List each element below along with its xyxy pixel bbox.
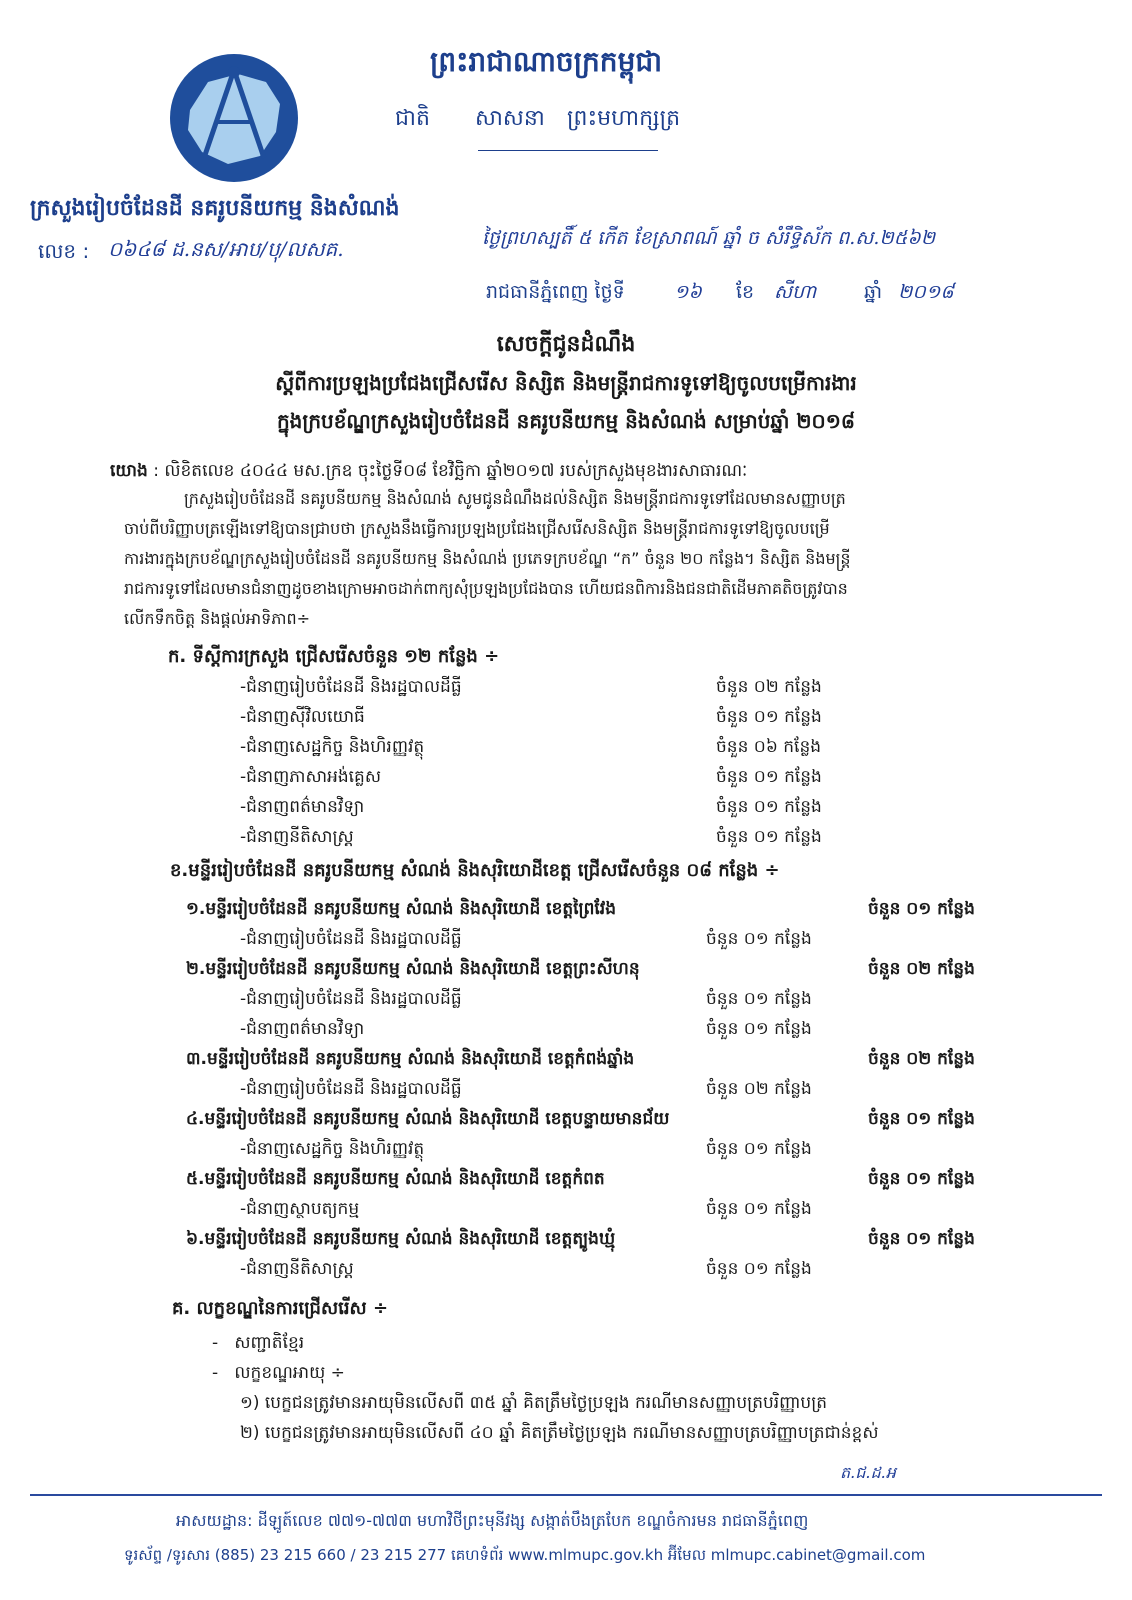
skill-name: -ជំនាញរៀបចំដែនដី និងរដ្ឋបាលដីធ្លី (240, 677, 462, 697)
skill-name: -ជំនាញស៊ីវិលយោធី (240, 707, 365, 727)
bullet-text: លក្ខខណ្ឌអាយុ ÷ (234, 1363, 345, 1383)
lunar-date: ថ្ងៃព្រហស្បតិ៍ ៥ កើត ខែស្រាពណ៍ ឆ្នាំ ច សំរឹទ្ធិស័ក ព.ស.២៥៦២ (482, 227, 936, 249)
skill-name: -ជំនាញរៀបចំដែនដី និងរដ្ឋបាលដីធ្លី (240, 989, 462, 1009)
motto-religion: សាសនា (475, 106, 545, 131)
skill-name: -ជំនាញសេដ្ឋកិច្ច និងហិរញ្ញវត្ថុ (240, 1139, 425, 1159)
list-item (0, 988, 1132, 1018)
department-row (0, 1108, 1132, 1138)
department-count: ចំនួន ០១ កន្លែង (868, 1229, 975, 1249)
body-line: រាជការទូទៅដែលមានជំនាញដូចខាងក្រោមអាចដាក់ពាក្យសុំប្រឡងប្រជែងបាន ហើយជនពិការនិងជនជាតិដើមភាគតិចត្រូវបាន (124, 579, 848, 598)
section-c-heading: គ. លក្ខខណ្ឌនៃការជ្រើសរើស ÷ (172, 1298, 389, 1319)
department-name: ៣.មន្ទីររៀបចំដែនដី នគរូបនីយកម្ម សំណង់ និងសុរិយោដី ខេត្តកំពង់ឆ្នាំង (186, 1049, 635, 1069)
department-row (0, 898, 1132, 928)
skill-name: -ជំនាញនីតិសាស្ត្រ (240, 827, 354, 847)
list-item (0, 676, 1132, 706)
department-row (0, 1228, 1132, 1258)
ministry-logo (168, 52, 300, 184)
skill-name: -ជំនាញរៀបចំដែនដី និងរដ្ឋបាលដីធ្លី (240, 929, 462, 949)
slot-count: ចំនួន ០៦ កន្លែង (716, 737, 822, 757)
slot-count: ចំនួន ០១ កន្លែង (716, 827, 822, 847)
ornament-divider (478, 150, 658, 151)
slot-count: ចំនួន ០១ កន្លែង (716, 707, 822, 727)
skill-name: -ជំនាញនីតិសាស្ត្រ (240, 1259, 354, 1279)
footer-contact: ទូរស័ព្ទ /ទូរសារ (885) 23 215 660 / 23 215 277 គេហទំព័រ www.mlmupc.gov.kh អ៊ីមែល mlmupc.cabinet@gmail.com (124, 1546, 926, 1564)
age-rule: ១) បេក្ខជនត្រូវមានអាយុមិនលើសពី ៣៥ ឆ្នាំ គិតត្រឹមថ្ងៃប្រឡង ករណីមានសញ្ញាបត្របរិញ្ញាបត្រ (240, 1393, 828, 1413)
list-item (0, 1258, 1132, 1288)
date-day: ១៦ (674, 281, 702, 303)
notice-title: សេចក្តីជូនដំណឹង (496, 332, 636, 357)
body-line: ចាប់ពីបរិញ្ញាបត្រឡើងទៅឱ្យបានជ្រាបថា ក្រសួងនឹងធ្វើការប្រឡងប្រជែងជ្រើសរើសនិស្សិត និងមន្ត្រីរាជការទូទៅឱ្យចូលបម្រើ (124, 519, 830, 538)
reference-keyword: យោង (110, 461, 148, 481)
footer-divider (30, 1494, 1102, 1496)
bullet-text: សញ្ជាតិខ្មែរ (234, 1333, 305, 1353)
reference-line (110, 460, 747, 485)
reference-text: : លិខិតលេខ ៤០៤៤ មស.ក្រឧ ចុះថ្ងៃទី០៨ ខែវិច្ឆិកា ឆ្នាំ២០១៧ របស់ក្រសួងមុខងារសាធារណៈ (153, 461, 748, 481)
slot-count: ចំនួន ០១ កន្លែង (706, 1259, 812, 1279)
motto-nation: ជាតិ (395, 106, 430, 131)
slot-count: ចំនួន ០១ កន្លែង (706, 1199, 812, 1219)
year-label: ឆ្នាំ (864, 281, 883, 303)
skill-name: -ជំនាញសេដ្ឋកិច្ច និងហិរញ្ញវត្ថុ (240, 737, 425, 757)
department-row (0, 958, 1132, 988)
slot-count: ចំនួន ០១ កន្លែង (716, 797, 822, 817)
slot-count: ចំនួន ០២ កន្លែង (706, 1079, 812, 1099)
department-name: ២.មន្ទីររៀបចំដែនដី នគរូបនីយកម្ម សំណង់ និងសុរិយោដី ខេត្តព្រះសីហនុ (186, 959, 640, 979)
skill-name: -ជំនាញពត៌មានវិទ្យា (240, 1019, 365, 1039)
slot-count: ចំនួន ០១ កន្លែង (706, 1019, 812, 1039)
department-count: ចំនួន ០២ កន្លែង (868, 959, 975, 979)
list-item (0, 706, 1132, 736)
department-count: ចំនួន ០២ កន្លែង (868, 1049, 975, 1069)
list-item (0, 1138, 1132, 1168)
list-item (0, 1198, 1132, 1228)
reference-label: លេខ : (38, 239, 90, 263)
motto-king: ព្រះមហាក្សត្រ (567, 106, 681, 131)
department-row (0, 1168, 1132, 1198)
department-name: ៦.មន្ទីររៀបចំដែនដី នគរូបនីយកម្ម សំណង់ និងសុរិយោដី ខេត្តត្បូងឃ្មុំ (186, 1229, 616, 1249)
list-item (0, 1078, 1132, 1108)
skill-name: -ជំនាញភាសាអង់គ្លេស (240, 767, 382, 787)
date-month: សីហា (774, 281, 817, 303)
slot-count: ចំនួន ០២ កន្លែង (716, 677, 822, 697)
list-item (0, 736, 1132, 766)
department-count: ចំនួន ០១ កន្លែង (868, 1109, 975, 1129)
department-row (0, 1048, 1132, 1078)
department-count: ចំនួន ០១ កន្លែង (868, 899, 975, 919)
list-item (0, 928, 1132, 958)
footer-address: អាសយដ្ឋាន: ដីឡូត៍លេខ ៧៧១-៧៧៣ មហាវិថីព្រះមុនីវង្ស សង្កាត់បឹងត្របែក ខណ្ឌចំការមន រាជធានីភ្នំពេញ (176, 1511, 809, 1530)
date-year: ២០១៨ (898, 281, 954, 303)
bullet-item: - លក្ខខណ្ឌអាយុ ÷ (212, 1363, 345, 1383)
age-rule: ២) បេក្ខជនត្រូវមានអាយុមិនលើសពី ៤០ ឆ្នាំ គិតត្រឹមថ្ងៃប្រឡង ករណីមានសញ្ញាបត្របរិញ្ញាបត្រជាន់ខ្ពស់ (240, 1423, 879, 1443)
kingdom-title: ព្រះរាជាណាចក្រកម្ពុជា (430, 45, 663, 78)
list-item (0, 796, 1132, 826)
notice-subject-1: ស្តីពីការប្រឡងប្រជែងជ្រើសរើស និស្សិត និងមន្ត្រីរាជការទូទៅឱ្យចូលបម្រើការងារ (275, 371, 857, 395)
department-name: ៥.មន្ទីររៀបចំដែនដី នគរូបនីយកម្ម សំណង់ និងសុរិយោដី ខេត្តកំពត (186, 1169, 605, 1189)
section-b-heading: ខ.មន្ទីររៀបចំដែនដី នគរូបនីយកម្ម សំណង់ និងសុរិយោដីខេត្ត ជ្រើសរើសចំនួន ០៨ កន្លែង ÷ (170, 860, 780, 881)
body-line: ការងារក្នុងក្របខ័ណ្ឌក្រសួងរៀបចំដែនដី នគរូបនីយកម្ម និងសំណង់ ប្រភេទក្របខ័ណ្ឌ “ក” ចំនួន ២០ កន្លែង។ និស្សិត និងមន្ត្រី (124, 549, 851, 568)
list-item (0, 1018, 1132, 1048)
signature-initials: ត.ជ.ដ.អ (840, 1463, 896, 1482)
department-name: ៤.មន្ទីររៀបចំដែនដី នគរូបនីយកម្ម សំណង់ និងសុរិយោដី ខេត្តបន្ទាយមានជ័យ (186, 1109, 670, 1129)
department-name: ១.មន្ទីររៀបចំដែនដី នគរូបនីយកម្ម សំណង់ និងសុរិយោដី ខេត្តព្រៃវែង (186, 899, 616, 919)
bullet-item: - សញ្ជាតិខ្មែរ (212, 1333, 305, 1353)
city-day-label: រាជធានីភ្នំពេញ ថ្ងៃទី (486, 281, 625, 303)
body-line: ក្រសួងរៀបចំដែនដី នគរូបនីយកម្ម និងសំណង់ សូមជូនដំណឹងដល់និស្សិត និងមន្ត្រីរាជការទូទៅដែលមានសញ្ញាបត្រ (184, 489, 846, 508)
skill-name: -ជំនាញពត៌មានវិទ្យា (240, 797, 365, 817)
skill-name: -ជំនាញរៀបចំដែនដី និងរដ្ឋបាលដីធ្លី (240, 1079, 462, 1099)
list-item (0, 766, 1132, 796)
month-label: ខែ (736, 281, 755, 303)
slot-count: ចំនួន ០១ កន្លែង (706, 989, 812, 1009)
skill-name: -ជំនាញស្ថាបត្យកម្ម (240, 1199, 360, 1219)
body-line: លើកទឹកចិត្ត និងផ្តល់អាទិភាព÷ (124, 609, 311, 628)
notice-subject-2: ក្នុងក្របខ័ណ្ឌក្រសួងរៀបចំដែនដី នគរូបនីយកម្ម និងសំណង់ សម្រាប់ឆ្នាំ ២០១៨ (276, 409, 856, 433)
slot-count: ចំនួន ០១ កន្លែង (706, 929, 812, 949)
slot-count: ចំនួន ០១ កន្លែង (716, 767, 822, 787)
section-a-heading: ក. ទីស្តីការក្រសួង ជ្រើសរើសចំនួន ១២ កន្លែង ÷ (168, 646, 500, 667)
ministry-name: ក្រសួងរៀបចំដែនដី នគរូបនីយកម្ម និងសំណង់ (30, 196, 400, 221)
reference-number: ០៦៤៨ ដ.នស/អាប/បុ/លសគ. (108, 237, 344, 261)
list-item (0, 826, 1132, 856)
slot-count: ចំនួន ០១ កន្លែង (706, 1139, 812, 1159)
department-count: ចំនួន ០១ កន្លែង (868, 1169, 975, 1189)
